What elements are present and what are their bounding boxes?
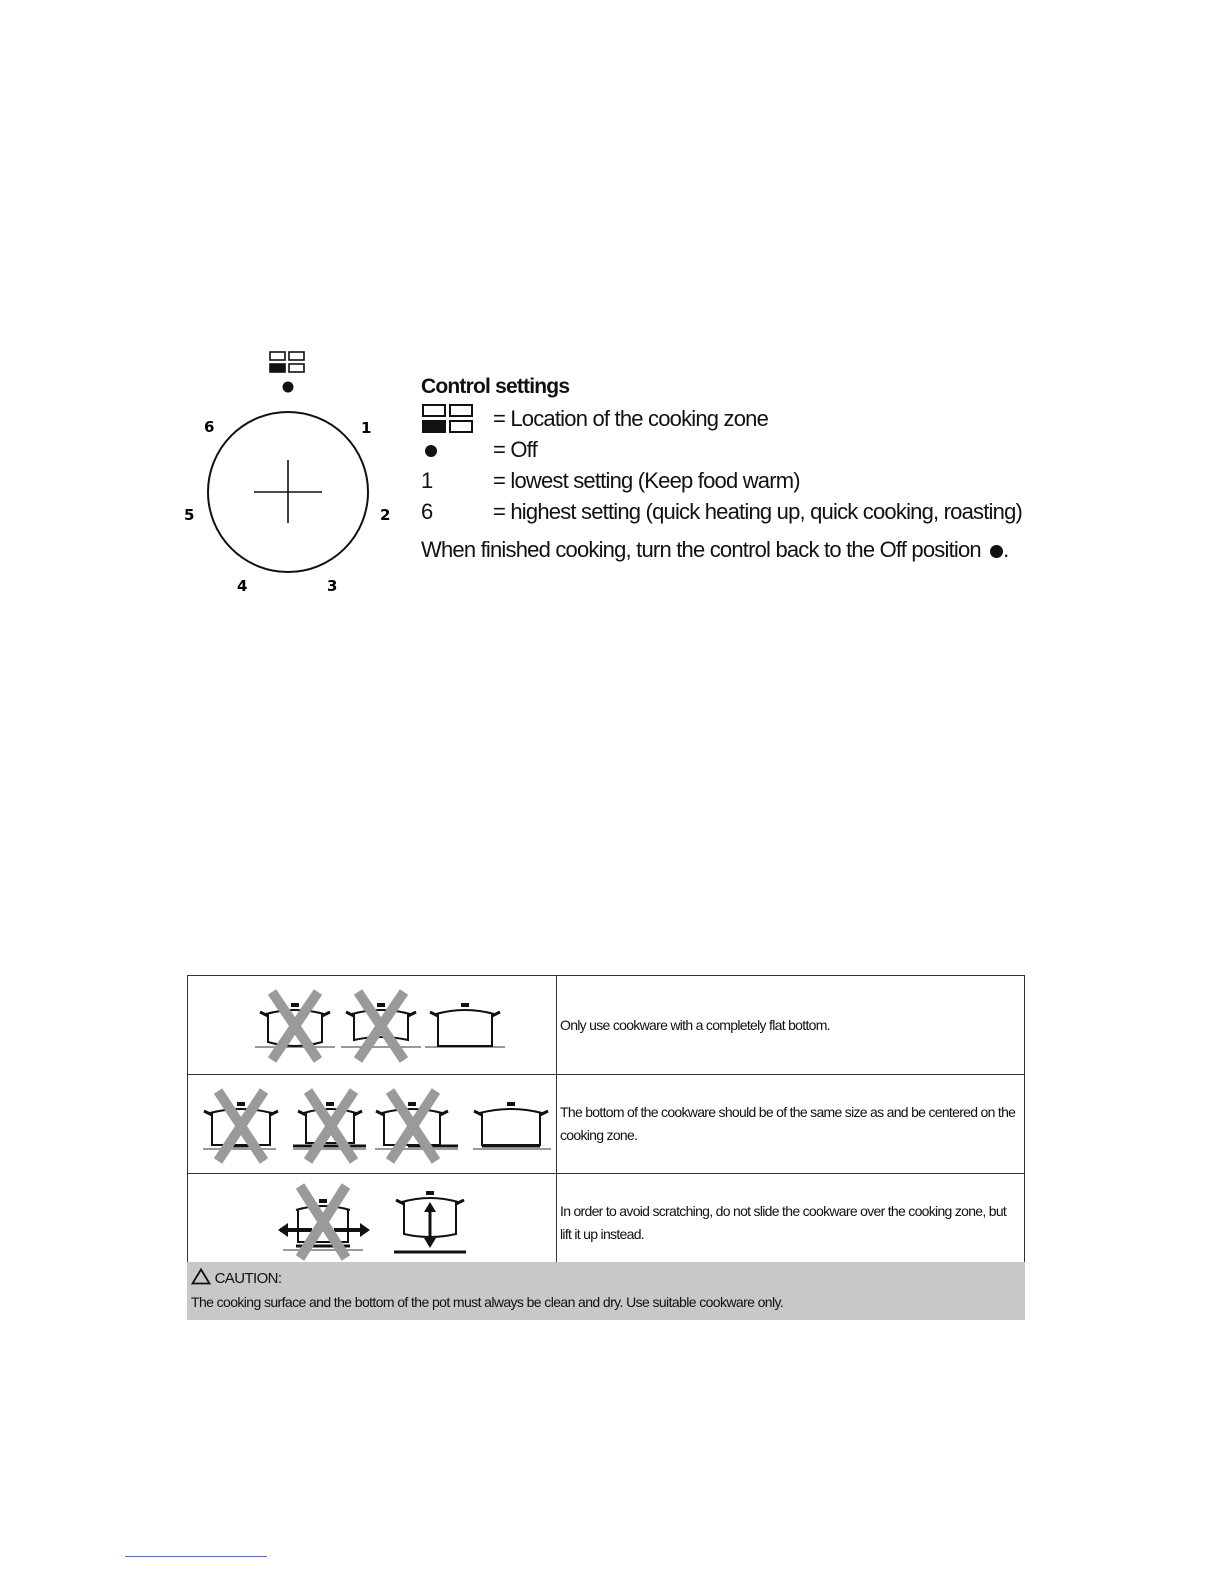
cooking-zone-icon: [270, 352, 304, 372]
legend-row-off: [421, 434, 1041, 465]
caution-title-text: CAUTION:: [214, 1270, 282, 1287]
legend-desc-zone: = Location of the cooking zone: [493, 406, 769, 431]
legend-title: Control settings: [421, 375, 570, 398]
legend-symbol-zone: [421, 403, 491, 436]
caution-box: [187, 1262, 1025, 1320]
table-cell-text: Only use cookware with a completely flat bottom.: [557, 976, 1025, 1075]
pot-lift-icons: [188, 1174, 556, 1267]
footnote-divider: [125, 1556, 267, 1557]
dial-number-5: 5: [184, 506, 195, 524]
legend-row-lowest: [421, 465, 1041, 496]
warning-triangle-icon: [191, 1268, 211, 1285]
legend-note-text: When finished cooking, turn the control back to the Off position: [421, 537, 981, 562]
control-dial: [170, 340, 420, 610]
legend-desc-highest: = highest setting (quick heating up, quick cooking, roasting): [493, 499, 1023, 524]
dial-number-6: 6: [204, 418, 215, 436]
dot-icon: [425, 445, 437, 457]
pot-flat-bottom-icons: [188, 976, 556, 1069]
pot-illustration-size-center: [188, 1075, 557, 1174]
table-row: [188, 1075, 1025, 1174]
dial-number-1: 1: [361, 419, 372, 437]
dial-number-3: 3: [327, 577, 338, 595]
control-settings-legend: [421, 375, 1041, 563]
table-row: [188, 976, 1025, 1075]
legend-symbol-1: 1: [421, 468, 433, 493]
cooking-zone-icon: [421, 402, 475, 436]
legend-desc-off: = Off: [493, 437, 537, 462]
table-cell-text: In order to avoid scratching, do not slide the cookware over the cooking zone, but lift it up instead.: [557, 1174, 1025, 1273]
legend-symbol-6: 6: [421, 499, 433, 524]
dial-number-4: 4: [237, 577, 248, 595]
pot-illustration-flat-bottom: [188, 976, 557, 1075]
table-cell-text: The bottom of the cookware should be of the same size as and be centered on the cooking zone.: [557, 1075, 1025, 1174]
cookware-table: [187, 975, 1025, 1273]
pot-size-center-icons: [188, 1075, 556, 1168]
legend-symbol-off: [421, 434, 491, 465]
off-dot-icon: [283, 382, 294, 393]
legend-row-highest: [421, 496, 1041, 527]
legend-note: When finished cooking, turn the control back to the Off position .: [421, 537, 1009, 562]
pot-illustration-lift: [188, 1174, 557, 1273]
table-row: [188, 1174, 1025, 1273]
dot-icon: [990, 545, 1003, 558]
legend-row-zone: [421, 403, 1041, 434]
dial-number-2: 2: [380, 506, 391, 524]
caution-title: [191, 1268, 281, 1287]
caution-text: The cooking surface and the bottom of the pot must always be clean and dry. Use suitable cookware only.: [191, 1294, 784, 1310]
legend-desc-lowest: = lowest setting (Keep food warm): [493, 468, 800, 493]
